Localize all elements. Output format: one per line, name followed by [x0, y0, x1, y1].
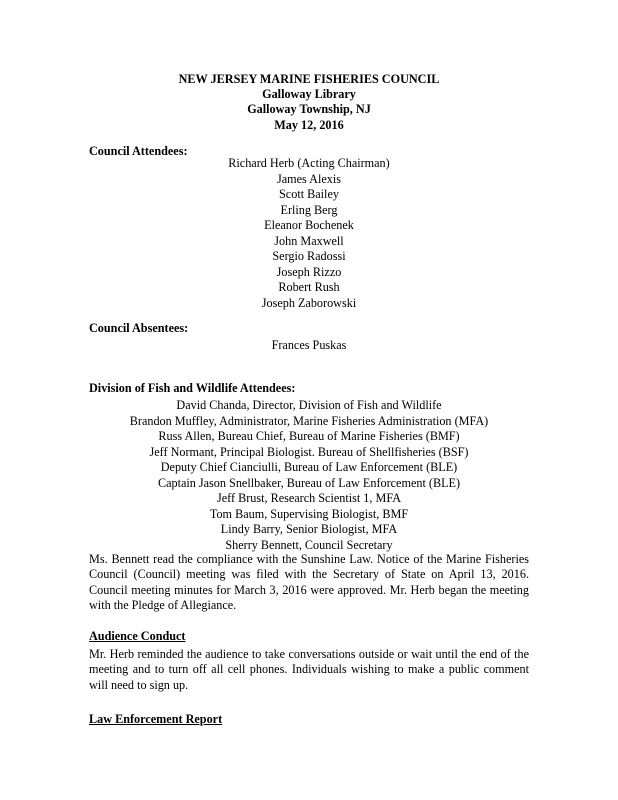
council-absentees-label: Council Absentees: — [89, 321, 189, 335]
council-attendees-list — [0, 156, 618, 311]
division-attendees-list — [0, 398, 618, 553]
division-attendees-label: Division of Fish and Wildlife Attendees: — [89, 381, 296, 395]
header-location: Galloway Township, NJ — [247, 102, 371, 117]
staff-name: Captain Jason Snellbaker, Bureau of Law Enforcement (BLE) — [157, 475, 461, 490]
council-absentees-list — [0, 338, 618, 354]
audience-conduct-heading: Audience Conduct — [89, 629, 186, 643]
header-org: NEW JERSEY MARINE FISHERIES COUNCIL — [178, 72, 440, 86]
staff-name: David Chanda, Director, Division of Fish and Wildlife — [176, 398, 442, 412]
council-attendees-label: Council Attendees: — [89, 144, 188, 158]
staff-name: Brandon Muffley, Administrator, Marine Fisheries Administration (MFA) — [129, 413, 489, 428]
staff-name: Jeff Brust, Research Scientist 1, MFA — [216, 491, 402, 505]
attendee-name: Joseph Zaborowski — [261, 295, 357, 310]
header-venue: Galloway Library — [262, 87, 356, 102]
attendee-name: Scott Bailey — [279, 187, 339, 201]
staff-name: Sherry Bennett, Council Secretary — [225, 537, 393, 552]
attendee-name: Robert Rush — [278, 280, 340, 294]
document-header — [0, 72, 618, 133]
audience-conduct-text: Mr. Herb reminded the audience to take conversations outside or wait until the end of the meeting and to turn off all cell phones. Individuals wishing to make a public comment will need to sign up. — [89, 647, 529, 692]
staff-name: Jeff Normant, Principal Biologist. Bureau of Shellfisheries (BSF) — [149, 444, 469, 459]
attendee-name: John Maxwell — [274, 233, 344, 248]
absentee-name: Frances Puskas — [271, 338, 347, 352]
staff-name: Deputy Chief Cianciulli, Bureau of Law Enforcement (BLE) — [160, 460, 458, 474]
staff-name: Tom Baum, Supervising Biologist, BMF — [209, 506, 409, 521]
attendee-name: Richard Herb (Acting Chairman) — [228, 156, 390, 170]
staff-name: Russ Allen, Bureau Chief, Bureau of Marine Fisheries (BMF) — [158, 429, 460, 443]
attendee-name: James Alexis — [277, 171, 341, 186]
law-enforcement-heading: Law Enforcement Report — [89, 712, 223, 726]
header-date: May 12, 2016 — [274, 117, 344, 132]
intro-paragraph: Ms. Bennett read the compliance with the Sunshine Law. Notice of the Marine Fisheries Council (Council) meeting was filed with the Secretary of State on April 13, 2016. Council meeting minutes for March 3, 2016 were approved. Mr. Herb began the meeting with the Pledge of Allegiance. — [89, 552, 529, 612]
attendee-name: Sergio Radossi — [272, 249, 346, 263]
attendee-name: Eleanor Bochenek — [264, 218, 354, 232]
attendee-name: Joseph Rizzo — [276, 264, 342, 279]
staff-name: Lindy Barry, Senior Biologist, MFA — [220, 522, 398, 536]
attendee-name: Erling Berg — [280, 202, 338, 217]
